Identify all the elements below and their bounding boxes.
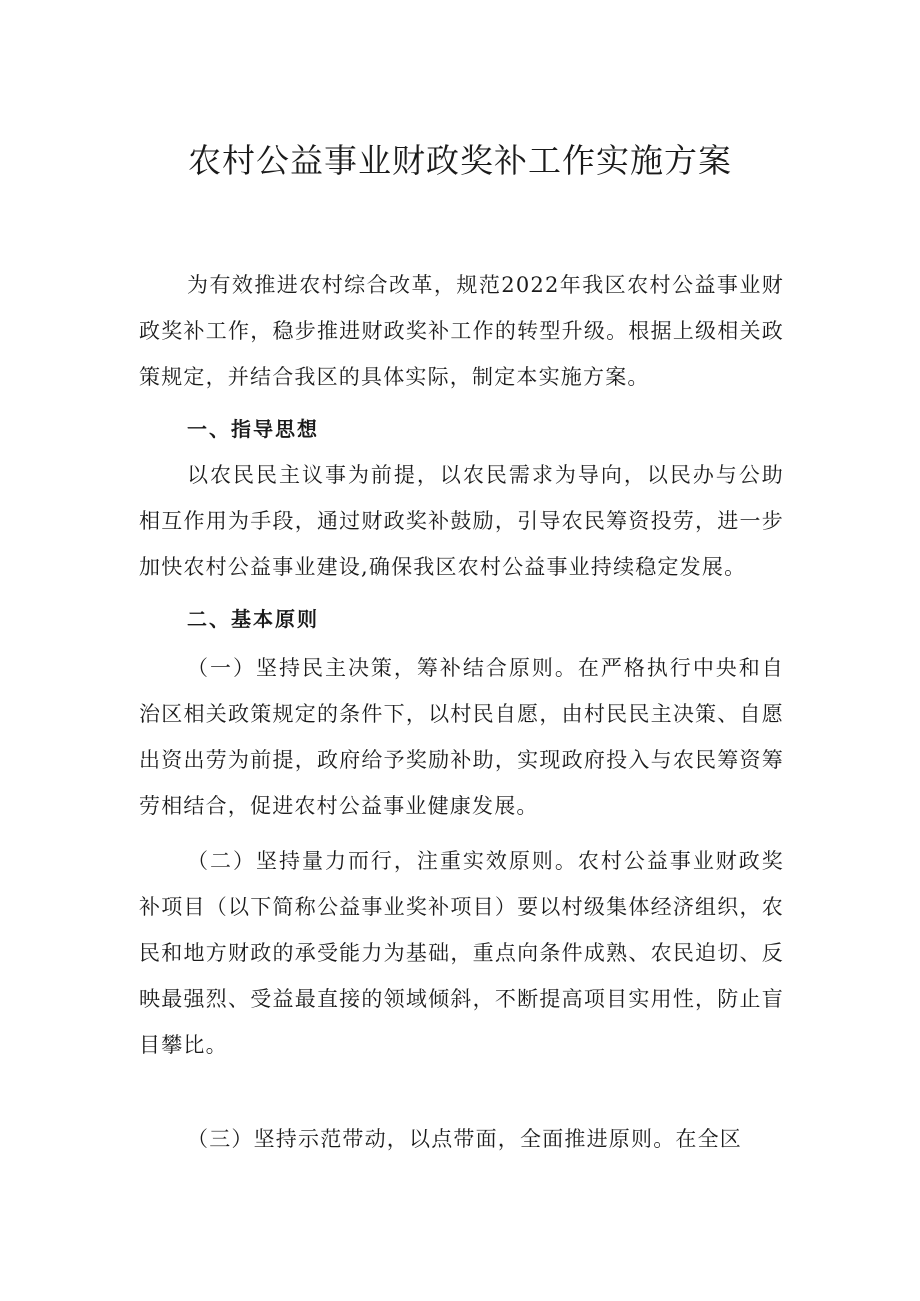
section-heading-basic-principles: 二、基本原则: [187, 607, 319, 631]
section-heading-guiding-ideology: 一、指导思想: [187, 417, 319, 441]
principle-two-paragraph: （二）坚持量力而行，注重实效原则。农村公益事业财政奖补项目（以下简称公益事业奖补项目）要以村级集体经济组织，农民和地方财政的承受能力为基础，重点向条件成熟、农民迫切、反映最强烈、受益最直接的领域倾斜，不断提高项目实用性，防止盲目攀比。: [139, 849, 784, 1057]
guiding-ideology-paragraph: 以农民民主议事为前提，以农民需求为导向，以民办与公助相互作用为手段，通过财政奖补鼓励，引导农民筹资投劳，进一步加快农村公益事业建设,确保我区农村公益事业持续稳定发展。: [139, 463, 784, 579]
principle-one-paragraph: （一）坚持民主决策，筹补结合原则。在严格执行中央和自治区相关政策规定的条件下，以村民自愿，由村民民主决策、自愿出资出劳为前提，政府给予奖励补助，实现政府投入与农民筹资筹劳相结合，促进农村公益事业健康发展。: [139, 656, 784, 818]
document-title: 农村公益事业财政奖补工作实施方案: [188, 141, 732, 180]
intro-paragraph: 为有效推进农村综合改革，规范2022年我区农村公益事业财政奖补工作，稳步推进财政奖补工作的转型升级。根据上级相关政策规定，并结合我区的具体实际，制定本实施方案。: [139, 273, 784, 389]
principle-three-paragraph: （三）坚持示范带动，以点带面，全面推进原则。在全区: [187, 1127, 742, 1151]
